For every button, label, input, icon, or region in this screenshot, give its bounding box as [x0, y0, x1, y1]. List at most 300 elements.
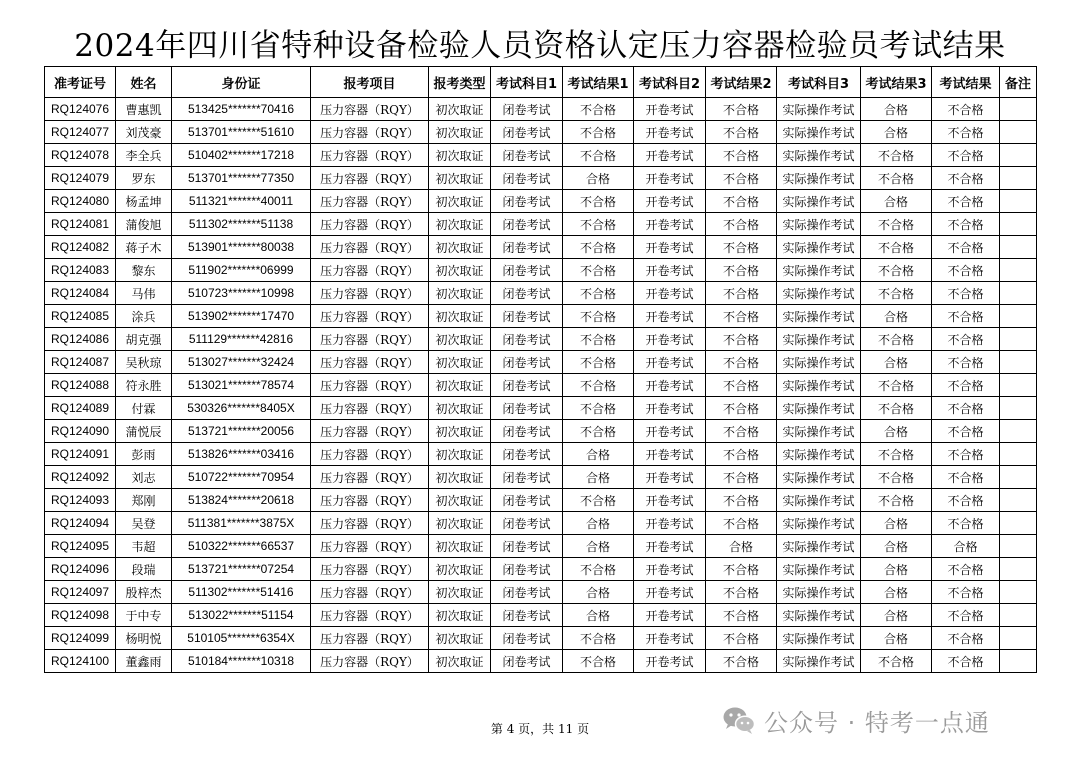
subject-1-cell: 闭卷考试 [491, 512, 563, 535]
result-2-cell: 不合格 [706, 144, 777, 167]
name-cell: 刘志 [116, 466, 172, 489]
exam-number-cell: RQ124092 [45, 466, 116, 489]
final-result-cell: 不合格 [932, 374, 1000, 397]
final-result-cell: 不合格 [932, 282, 1000, 305]
header-result-3: 考试结果3 [861, 67, 932, 98]
exam-type-cell: 初次取证 [429, 420, 491, 443]
header-result-2: 考试结果2 [706, 67, 777, 98]
id-card-cell: 510184*******10318 [172, 650, 311, 673]
subject-1-cell: 闭卷考试 [491, 259, 563, 282]
table-row [45, 627, 1037, 650]
subject-3-cell: 实际操作考试 [777, 604, 861, 627]
remarks-cell [1000, 397, 1037, 420]
subject-1-cell: 闭卷考试 [491, 305, 563, 328]
remarks-cell [1000, 650, 1037, 673]
remarks-cell [1000, 627, 1037, 650]
exam-type-cell: 初次取证 [429, 351, 491, 374]
result-2-cell: 不合格 [706, 558, 777, 581]
header-exam-type: 报考类型 [429, 67, 491, 98]
subject-2-cell: 开卷考试 [634, 167, 706, 190]
name-cell: 于中专 [116, 604, 172, 627]
exam-type-cell: 初次取证 [429, 581, 491, 604]
exam-number-cell: RQ124097 [45, 581, 116, 604]
subject-2-cell: 开卷考试 [634, 443, 706, 466]
table-row [45, 397, 1037, 420]
name-cell: 李全兵 [116, 144, 172, 167]
result-3-cell: 合格 [861, 305, 932, 328]
name-cell: 蒲悦辰 [116, 420, 172, 443]
subject-3-cell: 实际操作考试 [777, 466, 861, 489]
exam-type-cell: 初次取证 [429, 650, 491, 673]
header-name: 姓名 [116, 67, 172, 98]
exam-item-cell: 压力容器（RQY） [311, 351, 429, 374]
table-row [45, 443, 1037, 466]
table-row [45, 167, 1037, 190]
exam-type-cell: 初次取证 [429, 98, 491, 121]
final-result-cell: 不合格 [932, 98, 1000, 121]
subject-1-cell: 闭卷考试 [491, 604, 563, 627]
subject-2-cell: 开卷考试 [634, 190, 706, 213]
result-3-cell: 合格 [861, 351, 932, 374]
exam-number-cell: RQ124088 [45, 374, 116, 397]
result-3-cell: 不合格 [861, 259, 932, 282]
subject-2-cell: 开卷考试 [634, 604, 706, 627]
exam-item-cell: 压力容器（RQY） [311, 167, 429, 190]
subject-3-cell: 实际操作考试 [777, 213, 861, 236]
table-row [45, 190, 1037, 213]
exam-number-cell: RQ124093 [45, 489, 116, 512]
remarks-cell [1000, 535, 1037, 558]
final-result-cell: 不合格 [932, 259, 1000, 282]
result-3-cell: 合格 [861, 512, 932, 535]
id-card-cell: 513901*******80038 [172, 236, 311, 259]
subject-3-cell: 实际操作考试 [777, 121, 861, 144]
exam-number-cell: RQ124078 [45, 144, 116, 167]
exam-number-cell: RQ124076 [45, 98, 116, 121]
result-3-cell: 不合格 [861, 374, 932, 397]
id-card-cell: 530326*******8405X [172, 397, 311, 420]
final-result-cell: 不合格 [932, 397, 1000, 420]
result-1-cell: 不合格 [563, 236, 634, 259]
final-result-cell: 不合格 [932, 443, 1000, 466]
result-2-cell: 合格 [706, 535, 777, 558]
result-1-cell: 不合格 [563, 489, 634, 512]
name-cell: 蒲俊旭 [116, 213, 172, 236]
name-cell: 彭雨 [116, 443, 172, 466]
table-row [45, 236, 1037, 259]
result-3-cell: 不合格 [861, 236, 932, 259]
subject-3-cell: 实际操作考试 [777, 374, 861, 397]
remarks-cell [1000, 213, 1037, 236]
subject-1-cell: 闭卷考试 [491, 581, 563, 604]
remarks-cell [1000, 443, 1037, 466]
exam-item-cell: 压力容器（RQY） [311, 98, 429, 121]
exam-type-cell: 初次取证 [429, 397, 491, 420]
watermark [722, 700, 990, 740]
table-row [45, 489, 1037, 512]
result-3-cell: 不合格 [861, 443, 932, 466]
subject-1-cell: 闭卷考试 [491, 144, 563, 167]
wechat-icon [722, 705, 756, 735]
subject-3-cell: 实际操作考试 [777, 443, 861, 466]
remarks-cell [1000, 190, 1037, 213]
exam-item-cell: 压力容器（RQY） [311, 121, 429, 144]
header-final-result: 考试结果 [932, 67, 1000, 98]
subject-2-cell: 开卷考试 [634, 374, 706, 397]
final-result-cell: 不合格 [932, 190, 1000, 213]
result-3-cell: 不合格 [861, 328, 932, 351]
exam-number-cell: RQ124094 [45, 512, 116, 535]
subject-1-cell: 闭卷考试 [491, 328, 563, 351]
table-row [45, 213, 1037, 236]
subject-3-cell: 实际操作考试 [777, 144, 861, 167]
table-row [45, 581, 1037, 604]
result-3-cell: 合格 [861, 627, 932, 650]
id-card-cell: 513824*******20618 [172, 489, 311, 512]
subject-1-cell: 闭卷考试 [491, 443, 563, 466]
id-card-cell: 513701*******77350 [172, 167, 311, 190]
name-cell: 吴登 [116, 512, 172, 535]
result-3-cell: 合格 [861, 98, 932, 121]
subject-2-cell: 开卷考试 [634, 558, 706, 581]
exam-type-cell: 初次取证 [429, 213, 491, 236]
exam-item-cell: 压力容器（RQY） [311, 328, 429, 351]
result-1-cell: 不合格 [563, 305, 634, 328]
subject-2-cell: 开卷考试 [634, 535, 706, 558]
result-3-cell: 不合格 [861, 167, 932, 190]
final-result-cell: 不合格 [932, 305, 1000, 328]
result-3-cell: 合格 [861, 420, 932, 443]
result-2-cell: 不合格 [706, 466, 777, 489]
table-row [45, 535, 1037, 558]
subject-3-cell: 实际操作考试 [777, 420, 861, 443]
subject-3-cell: 实际操作考试 [777, 558, 861, 581]
results-table [44, 66, 1037, 673]
exam-type-cell: 初次取证 [429, 121, 491, 144]
exam-item-cell: 压力容器（RQY） [311, 236, 429, 259]
subject-2-cell: 开卷考试 [634, 489, 706, 512]
exam-type-cell: 初次取证 [429, 374, 491, 397]
exam-item-cell: 压力容器（RQY） [311, 512, 429, 535]
exam-number-cell: RQ124081 [45, 213, 116, 236]
subject-1-cell: 闭卷考试 [491, 121, 563, 144]
id-card-cell: 513701*******51610 [172, 121, 311, 144]
exam-number-cell: RQ124087 [45, 351, 116, 374]
result-3-cell: 不合格 [861, 466, 932, 489]
name-cell: 韦超 [116, 535, 172, 558]
exam-item-cell: 压力容器（RQY） [311, 443, 429, 466]
table-row [45, 420, 1037, 443]
subject-3-cell: 实际操作考试 [777, 167, 861, 190]
final-result-cell: 不合格 [932, 581, 1000, 604]
result-1-cell: 不合格 [563, 397, 634, 420]
name-cell: 刘茂豪 [116, 121, 172, 144]
id-card-cell: 513721*******20056 [172, 420, 311, 443]
exam-type-cell: 初次取证 [429, 282, 491, 305]
exam-type-cell: 初次取证 [429, 328, 491, 351]
result-1-cell: 不合格 [563, 98, 634, 121]
subject-1-cell: 闭卷考试 [491, 397, 563, 420]
remarks-cell [1000, 167, 1037, 190]
exam-number-cell: RQ124096 [45, 558, 116, 581]
subject-1-cell: 闭卷考试 [491, 167, 563, 190]
result-1-cell: 合格 [563, 167, 634, 190]
result-1-cell: 不合格 [563, 374, 634, 397]
final-result-cell: 不合格 [932, 558, 1000, 581]
remarks-cell [1000, 489, 1037, 512]
subject-1-cell: 闭卷考试 [491, 627, 563, 650]
name-cell: 殷梓杰 [116, 581, 172, 604]
table-header-row [45, 67, 1037, 98]
result-2-cell: 不合格 [706, 374, 777, 397]
result-2-cell: 不合格 [706, 236, 777, 259]
exam-type-cell: 初次取证 [429, 236, 491, 259]
exam-number-cell: RQ124084 [45, 282, 116, 305]
subject-2-cell: 开卷考试 [634, 512, 706, 535]
exam-item-cell: 压力容器（RQY） [311, 466, 429, 489]
exam-type-cell: 初次取证 [429, 259, 491, 282]
result-1-cell: 合格 [563, 466, 634, 489]
result-2-cell: 不合格 [706, 190, 777, 213]
header-exam-number: 准考证号 [45, 67, 116, 98]
subject-2-cell: 开卷考试 [634, 650, 706, 673]
exam-number-cell: RQ124100 [45, 650, 116, 673]
exam-item-cell: 压力容器（RQY） [311, 305, 429, 328]
result-2-cell: 不合格 [706, 489, 777, 512]
exam-item-cell: 压力容器（RQY） [311, 190, 429, 213]
final-result-cell: 不合格 [932, 328, 1000, 351]
final-result-cell: 不合格 [932, 489, 1000, 512]
final-result-cell: 不合格 [932, 167, 1000, 190]
exam-type-cell: 初次取证 [429, 443, 491, 466]
result-1-cell: 不合格 [563, 190, 634, 213]
table-row [45, 374, 1037, 397]
exam-item-cell: 压力容器（RQY） [311, 604, 429, 627]
result-2-cell: 不合格 [706, 627, 777, 650]
name-cell: 吴秋琼 [116, 351, 172, 374]
remarks-cell [1000, 98, 1037, 121]
table-row [45, 558, 1037, 581]
subject-1-cell: 闭卷考试 [491, 213, 563, 236]
result-3-cell: 不合格 [861, 213, 932, 236]
final-result-cell: 不合格 [932, 236, 1000, 259]
subject-3-cell: 实际操作考试 [777, 282, 861, 305]
table-row [45, 121, 1037, 144]
remarks-cell [1000, 305, 1037, 328]
result-3-cell: 不合格 [861, 650, 932, 673]
exam-type-cell: 初次取证 [429, 305, 491, 328]
id-card-cell: 513425*******70416 [172, 98, 311, 121]
final-result-cell: 不合格 [932, 121, 1000, 144]
table-body [45, 98, 1037, 673]
result-2-cell: 不合格 [706, 328, 777, 351]
remarks-cell [1000, 121, 1037, 144]
exam-type-cell: 初次取证 [429, 627, 491, 650]
id-card-cell: 513826*******03416 [172, 443, 311, 466]
final-result-cell: 不合格 [932, 213, 1000, 236]
subject-2-cell: 开卷考试 [634, 627, 706, 650]
result-2-cell: 不合格 [706, 604, 777, 627]
subject-2-cell: 开卷考试 [634, 236, 706, 259]
subject-3-cell: 实际操作考试 [777, 489, 861, 512]
header-result-1: 考试结果1 [563, 67, 634, 98]
name-cell: 郑刚 [116, 489, 172, 512]
result-2-cell: 不合格 [706, 581, 777, 604]
subject-3-cell: 实际操作考试 [777, 397, 861, 420]
final-result-cell: 不合格 [932, 144, 1000, 167]
result-2-cell: 不合格 [706, 167, 777, 190]
exam-type-cell: 初次取证 [429, 466, 491, 489]
table-row [45, 604, 1037, 627]
result-1-cell: 不合格 [563, 558, 634, 581]
final-result-cell: 不合格 [932, 420, 1000, 443]
result-1-cell: 合格 [563, 512, 634, 535]
name-cell: 段瑞 [116, 558, 172, 581]
result-1-cell: 不合格 [563, 420, 634, 443]
table-row [45, 650, 1037, 673]
name-cell: 符永胜 [116, 374, 172, 397]
remarks-cell [1000, 558, 1037, 581]
result-3-cell: 合格 [861, 121, 932, 144]
exam-item-cell: 压力容器（RQY） [311, 489, 429, 512]
subject-2-cell: 开卷考试 [634, 98, 706, 121]
exam-item-cell: 压力容器（RQY） [311, 581, 429, 604]
result-2-cell: 不合格 [706, 420, 777, 443]
result-2-cell: 不合格 [706, 305, 777, 328]
final-result-cell: 不合格 [932, 627, 1000, 650]
subject-3-cell: 实际操作考试 [777, 328, 861, 351]
result-3-cell: 合格 [861, 604, 932, 627]
exam-number-cell: RQ124079 [45, 167, 116, 190]
result-1-cell: 合格 [563, 443, 634, 466]
id-card-cell: 511302*******51138 [172, 213, 311, 236]
exam-number-cell: RQ124085 [45, 305, 116, 328]
id-card-cell: 511902*******06999 [172, 259, 311, 282]
result-3-cell: 不合格 [861, 489, 932, 512]
subject-2-cell: 开卷考试 [634, 259, 706, 282]
subject-1-cell: 闭卷考试 [491, 650, 563, 673]
result-3-cell: 不合格 [861, 282, 932, 305]
exam-type-cell: 初次取证 [429, 190, 491, 213]
subject-2-cell: 开卷考试 [634, 282, 706, 305]
name-cell: 曹惠凯 [116, 98, 172, 121]
result-1-cell: 不合格 [563, 121, 634, 144]
result-2-cell: 不合格 [706, 282, 777, 305]
subject-1-cell: 闭卷考试 [491, 351, 563, 374]
result-3-cell: 合格 [861, 558, 932, 581]
subject-2-cell: 开卷考试 [634, 466, 706, 489]
header-remarks: 备注 [1000, 67, 1037, 98]
exam-number-cell: RQ124099 [45, 627, 116, 650]
subject-2-cell: 开卷考试 [634, 144, 706, 167]
id-card-cell: 510322*******66537 [172, 535, 311, 558]
exam-item-cell: 压力容器（RQY） [311, 420, 429, 443]
subject-2-cell: 开卷考试 [634, 121, 706, 144]
page-footer: 第 4 页，共 11 页 [490, 722, 590, 736]
name-cell: 杨明悦 [116, 627, 172, 650]
subject-2-cell: 开卷考试 [634, 305, 706, 328]
exam-number-cell: RQ124098 [45, 604, 116, 627]
table-row [45, 305, 1037, 328]
name-cell: 杨孟坤 [116, 190, 172, 213]
exam-item-cell: 压力容器（RQY） [311, 535, 429, 558]
subject-2-cell: 开卷考试 [634, 351, 706, 374]
name-cell: 涂兵 [116, 305, 172, 328]
exam-number-cell: RQ124083 [45, 259, 116, 282]
final-result-cell: 不合格 [932, 604, 1000, 627]
subject-1-cell: 闭卷考试 [491, 282, 563, 305]
id-card-cell: 510723*******10998 [172, 282, 311, 305]
result-3-cell: 合格 [861, 535, 932, 558]
remarks-cell [1000, 351, 1037, 374]
name-cell: 付霖 [116, 397, 172, 420]
result-2-cell: 不合格 [706, 98, 777, 121]
remarks-cell [1000, 581, 1037, 604]
table-row [45, 282, 1037, 305]
subject-1-cell: 闭卷考试 [491, 236, 563, 259]
subject-1-cell: 闭卷考试 [491, 489, 563, 512]
subject-3-cell: 实际操作考试 [777, 305, 861, 328]
result-3-cell: 不合格 [861, 397, 932, 420]
result-2-cell: 不合格 [706, 213, 777, 236]
subject-1-cell: 闭卷考试 [491, 558, 563, 581]
remarks-cell [1000, 604, 1037, 627]
result-3-cell: 合格 [861, 581, 932, 604]
table-row [45, 328, 1037, 351]
subject-1-cell: 闭卷考试 [491, 190, 563, 213]
remarks-cell [1000, 512, 1037, 535]
remarks-cell [1000, 282, 1037, 305]
final-result-cell: 不合格 [932, 650, 1000, 673]
exam-number-cell: RQ124095 [45, 535, 116, 558]
result-1-cell: 合格 [563, 604, 634, 627]
exam-number-cell: RQ124090 [45, 420, 116, 443]
remarks-cell [1000, 420, 1037, 443]
remarks-cell [1000, 144, 1037, 167]
remarks-cell [1000, 466, 1037, 489]
name-cell: 马伟 [116, 282, 172, 305]
id-card-cell: 510402*******17218 [172, 144, 311, 167]
subject-3-cell: 实际操作考试 [777, 236, 861, 259]
result-1-cell: 不合格 [563, 259, 634, 282]
document-title: 2024年四川省特种设备检验人员资格认定压力容器检验员考试结果 [74, 28, 1006, 64]
subject-1-cell: 闭卷考试 [491, 466, 563, 489]
header-subject-3: 考试科目3 [777, 67, 861, 98]
exam-item-cell: 压力容器（RQY） [311, 144, 429, 167]
id-card-cell: 513721*******07254 [172, 558, 311, 581]
header-id-card: 身份证 [172, 67, 311, 98]
subject-3-cell: 实际操作考试 [777, 581, 861, 604]
remarks-cell [1000, 374, 1037, 397]
exam-number-cell: RQ124091 [45, 443, 116, 466]
table-row [45, 259, 1037, 282]
exam-item-cell: 压力容器（RQY） [311, 627, 429, 650]
subject-3-cell: 实际操作考试 [777, 535, 861, 558]
id-card-cell: 510105*******6354X [172, 627, 311, 650]
name-cell: 蒋子木 [116, 236, 172, 259]
final-result-cell: 不合格 [932, 351, 1000, 374]
result-3-cell: 不合格 [861, 144, 932, 167]
final-result-cell: 合格 [932, 535, 1000, 558]
subject-3-cell: 实际操作考试 [777, 650, 861, 673]
exam-type-cell: 初次取证 [429, 167, 491, 190]
subject-2-cell: 开卷考试 [634, 581, 706, 604]
id-card-cell: 511381*******3875X [172, 512, 311, 535]
subject-2-cell: 开卷考试 [634, 328, 706, 351]
table-row [45, 466, 1037, 489]
table-row [45, 512, 1037, 535]
subject-3-cell: 实际操作考试 [777, 98, 861, 121]
